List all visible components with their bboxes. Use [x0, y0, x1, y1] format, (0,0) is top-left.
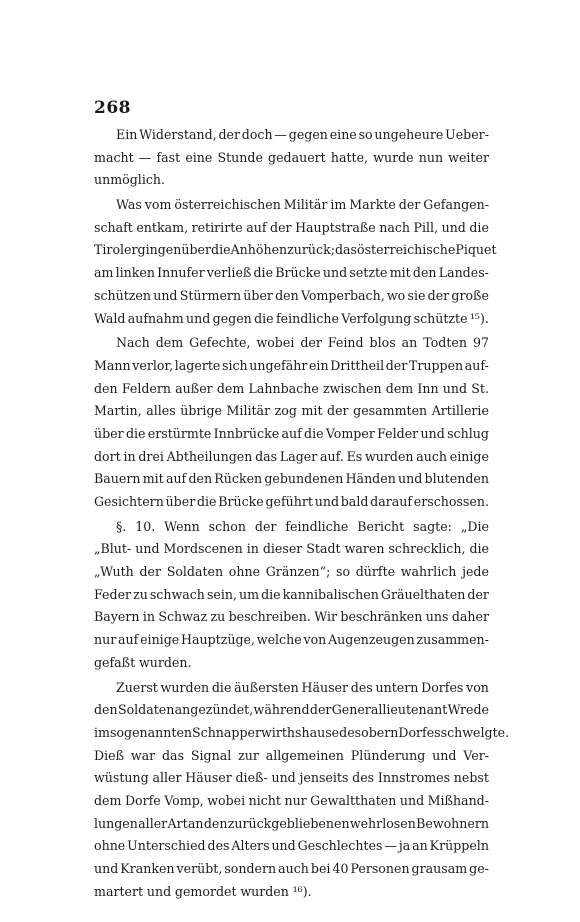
text-line: Nach dem Gefechte, wobei der Feind blos an Todten 97	[116, 335, 489, 351]
text-line: Bauern mit auf den Rücken gebundenen Händen und blutenden	[94, 471, 489, 487]
text-line: ohne Unterschied des Alters und Geschlechtes — ja an Krüppeln	[94, 838, 489, 854]
text-line: Bayern in Schwaz zu beschreiben. Wir beschränken uns daher	[94, 609, 489, 625]
body-text	[94, 124, 510, 903]
text-line: Feder zu schwach sein, um die kannibalischen Gräuelthaten der	[94, 586, 489, 602]
text-line: dort in drei Abtheilungen das Lager auf. Es wurden auch einige	[94, 448, 489, 464]
paragraph-1	[94, 124, 489, 192]
text-line: §. 10. Wenn schon der feindliche Bericht sagte: „Die	[116, 518, 489, 534]
text-line: Ein Widerstand, der doch — gegen eine so ungeheure Ueber-	[116, 127, 489, 142]
text-line: Zuerst wurden die äußersten Häuser des untern Dorfes von	[116, 679, 489, 695]
text-line: Gesichtern über die Brücke geführt und bald darauf erschossen.	[94, 494, 489, 509]
text-line: den Feldern außer dem Lahnbache zwischen dem Inn und St.	[94, 380, 489, 396]
text-line: Tiroler gingen über die Anhöhen zurück; das österreichische Piquet	[94, 242, 497, 258]
text-line: „Wuth der Soldaten ohne Gränzen“; so dürfte wahrlich jede	[94, 564, 489, 580]
paragraph-3	[94, 332, 489, 514]
text-line: unmöglich.	[94, 172, 166, 188]
text-line: schützen und Stürmern über den Vomperbach, wo sie der große	[94, 287, 489, 303]
text-line: den Soldaten angezündet, während der Generallieutenant Wrede	[94, 702, 489, 718]
text-line: Martin, alles übrige Militär zog mit der gesammten Artillerie	[94, 403, 489, 419]
text-line: „Blut- und Mordscenen in dieser Stadt waren schrecklich, die	[94, 541, 489, 557]
paragraph-5	[94, 677, 510, 904]
text-line: gefaßt wurden.	[94, 654, 192, 670]
text-line: lungen aller Art an den zurückgebliebenen wehrlosen Bewohnern	[94, 815, 489, 831]
page-number: 268	[94, 98, 131, 118]
text-line: am linken Innufer verließ die Brücke und setzte mit den Landes-	[94, 265, 489, 281]
text-line: wüstung aller Häuser dieß- und jenseits des Innstromes nebst	[94, 770, 489, 786]
text-line: schaft entkam, retirirte auf der Hauptstraße nach Pill, und die	[94, 219, 489, 235]
text-line: martert und gemordet wurden ¹⁶).	[94, 883, 312, 899]
text-line: Was vom österreichischen Militär im Markte der Gefangen-	[116, 197, 489, 213]
text-line: und Kranken verübt, sondern auch bei 40 Personen grausam ge-	[94, 861, 489, 876]
text-line: macht — fast eine Stunde gedauert hatte, wurde nun weiter	[94, 149, 489, 165]
text-line: dem Dorfe Vomp, wobei nicht nur Gewaltthaten und Mißhand-	[94, 792, 489, 808]
text-line: Dieß war das Signal zur allgemeinen Plünderung und Ver-	[94, 747, 489, 763]
text-line: Wald aufnahm und gegen die feindliche Verfolgung schützte ¹⁵).	[94, 310, 489, 326]
text-line: Mann verlor, lagerte sich ungefähr ein Drittheil der Truppen auf-	[94, 357, 489, 373]
paragraph-2	[94, 194, 497, 330]
paragraph-4	[94, 516, 489, 675]
text-line: über die erstürmte Innbrücke auf die Vomper Felder und schlug	[94, 425, 489, 441]
text-line: nur auf einige Hauptzüge, welche von Augenzeugen zusammen-	[94, 632, 489, 648]
text-line: im sogenannten Schnapperwirthshause des obern Dorfes schwelgte.	[94, 724, 510, 740]
